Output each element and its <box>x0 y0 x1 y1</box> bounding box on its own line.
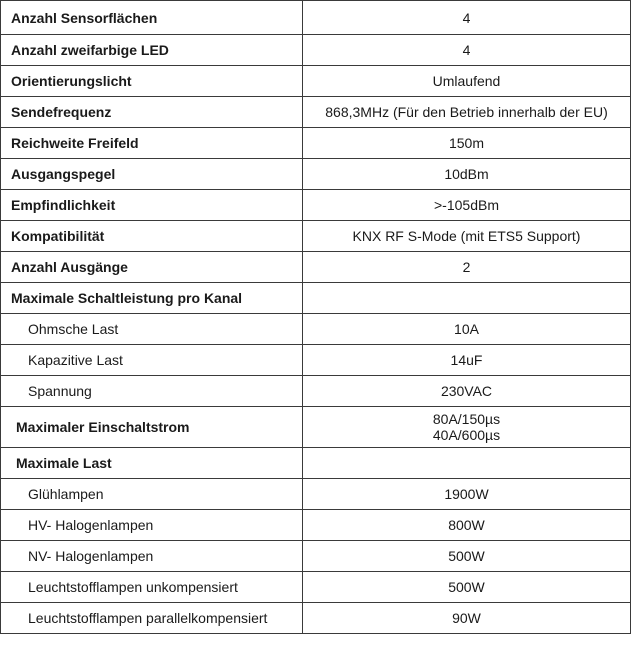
table-row <box>1 479 631 510</box>
row-value <box>303 283 631 314</box>
table-row <box>1 1 631 35</box>
row-value: >-105dBm <box>303 190 631 221</box>
table-row <box>1 510 631 541</box>
row-value: 4 <box>303 35 631 66</box>
row-label: NV- Halogenlampen <box>1 541 303 572</box>
section-label: Maximale Schaltleistung pro Kanal <box>1 283 303 314</box>
table-row <box>1 572 631 603</box>
table-row <box>1 252 631 283</box>
table-row <box>1 97 631 128</box>
row-value: 868,3MHz (Für den Betrieb innerhalb der EU) <box>303 97 631 128</box>
section-label: Maximale Last <box>1 448 303 479</box>
row-label: Orientierungslicht <box>1 66 303 97</box>
row-label: Sendefrequenz <box>1 97 303 128</box>
table-row <box>1 345 631 376</box>
row-label: Glühlampen <box>1 479 303 510</box>
row-value: 500W <box>303 541 631 572</box>
row-value: 90W <box>303 603 631 634</box>
row-value: KNX RF S-Mode (mit ETS5 Support) <box>303 221 631 252</box>
row-label: Ausgangspegel <box>1 159 303 190</box>
table-row <box>1 603 631 634</box>
row-label: Kapazitive Last <box>1 345 303 376</box>
table-row <box>1 128 631 159</box>
section-header-row <box>1 448 631 479</box>
row-label: Leuchtstofflampen parallelkompensiert <box>1 603 303 634</box>
value-line: 40A/600µs <box>432 427 501 443</box>
table-row <box>1 407 631 448</box>
row-value: 2 <box>303 252 631 283</box>
row-value: Umlaufend <box>303 66 631 97</box>
row-value: 230VAC <box>303 376 631 407</box>
row-label: HV- Halogenlampen <box>1 510 303 541</box>
table-row <box>1 159 631 190</box>
table-row <box>1 376 631 407</box>
row-value <box>303 448 631 479</box>
row-label: Anzahl Sensorflächen <box>1 1 303 35</box>
row-label: Kompatibilität <box>1 221 303 252</box>
table-row <box>1 35 631 66</box>
table-row <box>1 314 631 345</box>
row-label: Anzahl zweifarbige LED <box>1 35 303 66</box>
table-row <box>1 221 631 252</box>
table-row <box>1 541 631 572</box>
row-label: Leuchtstofflampen unkompensiert <box>1 572 303 603</box>
table-row <box>1 190 631 221</box>
row-value: 10dBm <box>303 159 631 190</box>
row-label: Spannung <box>1 376 303 407</box>
row-value: 14uF <box>303 345 631 376</box>
row-value: 10A <box>303 314 631 345</box>
row-value: 1900W <box>303 479 631 510</box>
row-label: Ohmsche Last <box>1 314 303 345</box>
row-value: 800W <box>303 510 631 541</box>
row-value <box>303 407 631 448</box>
row-label: Maximaler Einschaltstrom <box>1 407 303 448</box>
section-header-row <box>1 283 631 314</box>
row-label: Anzahl Ausgänge <box>1 252 303 283</box>
row-value: 150m <box>303 128 631 159</box>
value-line: 80A/150µs <box>432 411 501 427</box>
row-value: 500W <box>303 572 631 603</box>
row-label: Empfindlichkeit <box>1 190 303 221</box>
table-row <box>1 66 631 97</box>
row-value: 4 <box>303 1 631 35</box>
row-label: Reichweite Freifeld <box>1 128 303 159</box>
